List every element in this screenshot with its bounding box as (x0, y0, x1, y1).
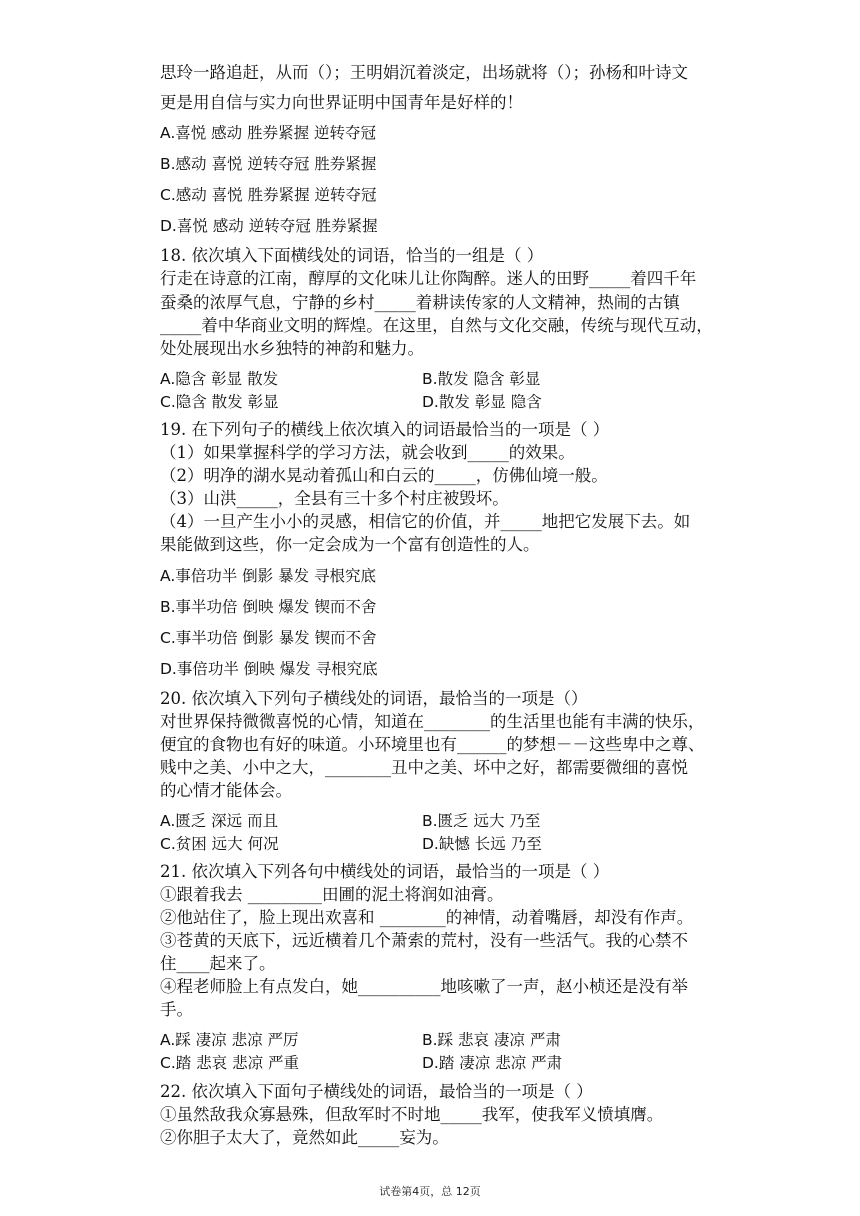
sentence-line: （3）山洪_____，全县有三十多个村庄被毁坏。 (160, 489, 509, 508)
option-d: D.事倍功半 倒映 爆发 寻根究底 (160, 660, 378, 678)
question-18-title: 18. 依次填入下面横线处的词语，恰当的一组是（ ） (160, 246, 544, 265)
option-d: D.缺憾 长远 乃至 (422, 835, 542, 853)
sentence-line: ②你胆子太大了，竟然如此_____妄为。 (160, 1128, 449, 1147)
option-b: B.踩 悲哀 凄凉 严肃 (422, 1031, 561, 1049)
passage-line: 便宜的食物也有好的味道。小环境里也有______的梦想－－这些卑中之尊、 (160, 735, 705, 754)
option-a: A.匮乏 深远 而且 (160, 812, 279, 830)
sentence-line: （1）如果掌握科学的学习方法，就会收到_____的效果。 (160, 443, 575, 462)
option-b: B.匮乏 远大 乃至 (422, 812, 541, 830)
option-c: C.隐含 散发 彰显 (160, 393, 279, 411)
sentence-line: 果能做到这些，你一定会成为一个富有创造性的人。 (160, 535, 540, 554)
question-21-title: 21. 依次填入下列各句中横线处的词语，最恰当的一项是（ ） (160, 862, 610, 881)
option-a: A.隐含 彰显 散发 (160, 370, 279, 388)
sentence-line: 手。 (160, 1000, 193, 1019)
option-d: D.喜悦 感动 逆转夺冠 胜券紧握 (160, 217, 378, 235)
option-b: B.散发 隐含 彰显 (422, 370, 541, 388)
passage-line: _____着中华商业文明的辉煌。在这里，自然与文化交融，传统与现代互动， (160, 316, 713, 335)
sentence-line: ①虽然敌我众寡悬殊，但敌军时不时地_____我军，使我军义愤填膺。 (160, 1105, 664, 1124)
option-c: C.踏 悲哀 悲凉 严重 (160, 1054, 300, 1072)
option-a: A.喜悦 感动 胜券紧握 逆转夺冠 (160, 124, 377, 142)
option-d: D.散发 彰显 隐含 (422, 393, 542, 411)
sentence-line: ②他站住了，脸上现出欢喜和 ________的神情，动着嘴唇，却没有作声。 (160, 908, 694, 927)
passage-line: 贱中之美、小中之大，________丑中之美、坏中之好，都需要微细的喜悦 (160, 758, 688, 777)
question-19-title: 19. 在下列句子的横线上依次填入的词语最恰当的一项是（ ） (160, 420, 610, 439)
option-c: C.事半功倍 倒影 暴发 锲而不舍 (160, 629, 377, 647)
page-footer: 试卷第4页，总 12页 (379, 1185, 481, 1198)
sentence-line: ③苍黄的天底下，远近横着几个萧索的荒村，没有一些活气。我的心禁不 (160, 931, 688, 950)
passage-line: 思玲一路追赶，从而（）；王明娟沉着淡定，出场就将（）；孙杨和叶诗文 (160, 63, 688, 82)
passage-line: 蚕桑的浓厚气息，宁静的乡村_____着耕读传家的人文精神，热闹的古镇 (160, 293, 680, 312)
question-20-title: 20. 依次填入下列句子横线处的词语，最恰当的一项是（） (160, 689, 588, 708)
passage-line: 处处展现出水乡独特的神韵和魅力。 (160, 339, 424, 358)
sentence-line: 住____起来了。 (160, 954, 276, 973)
option-c: C.感动 喜悦 胜券紧握 逆转夺冠 (160, 186, 377, 204)
question-22-title: 22. 依次填入下面句子横线处的词语，最恰当的一项是（ ） (160, 1082, 593, 1101)
option-a: A.事倍功半 倒影 暴发 寻根究底 (160, 567, 377, 585)
option-a: A.踩 凄凉 悲凉 严厉 (160, 1031, 299, 1049)
option-d: D.踏 凄凉 悲凉 严肃 (422, 1054, 563, 1072)
option-b: B.事半功倍 倒映 爆发 锲而不舍 (160, 598, 377, 616)
passage-line: 对世界保持微微喜悦的心情，知道在________的生活里也能有丰满的快乐， (160, 712, 705, 731)
passage-line: 行走在诗意的江南，醇厚的文化味儿让你陶醉。迷人的田野_____着四千年 (160, 269, 697, 288)
passage-line: 的心情才能体会。 (160, 781, 292, 800)
sentence-line: ①跟着我去 _________田圃的泥土将润如油膏。 (160, 885, 504, 904)
option-c: C.贫困 远大 何况 (160, 835, 279, 853)
sentence-line: ④程老师脸上有点发白，她__________地咳嗽了一声，赵小桢还是没有举 (160, 977, 688, 996)
sentence-line: （4）一旦产生小小的灵感，相信它的价值，并_____地把它发展下去。如 (160, 512, 691, 531)
passage-line: 更是用自信与实力向世界证明中国青年是好样的！ (160, 93, 523, 112)
option-b: B.感动 喜悦 逆转夺冠 胜券紧握 (160, 155, 377, 173)
sentence-line: （2）明净的湖水晃动着孤山和白云的_____，仿佛仙境一般。 (160, 466, 608, 485)
